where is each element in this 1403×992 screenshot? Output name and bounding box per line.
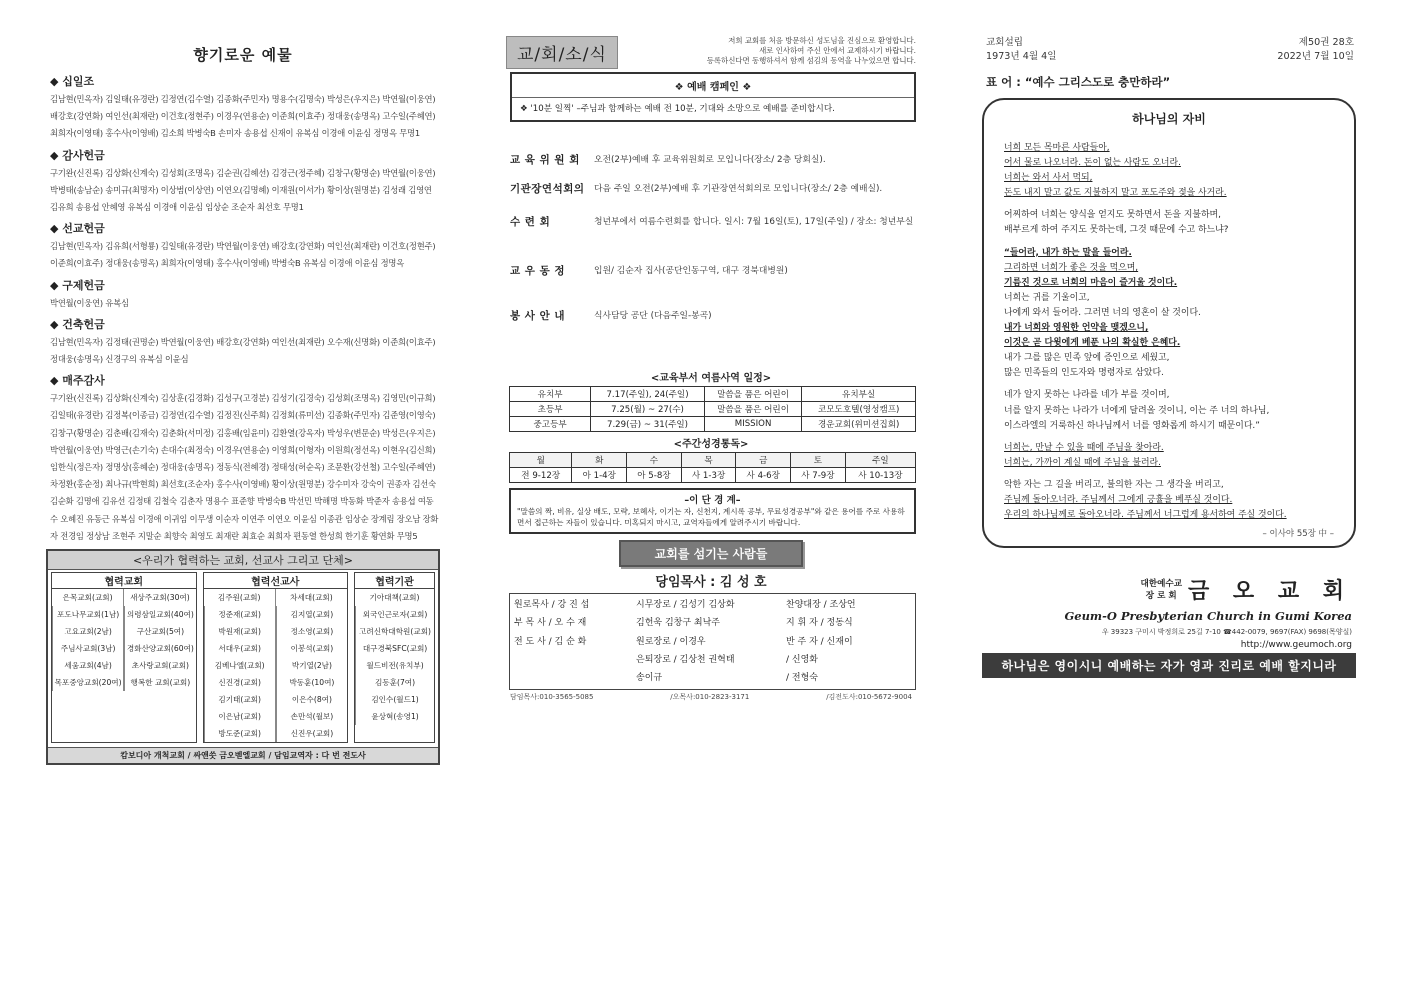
scripture-line: 나에게 와서 들어라. 그러면 너의 영혼이 살 것이다.	[1004, 307, 1201, 318]
offerings-column	[46, 36, 440, 765]
caution-title: –이 단 경 계–	[684, 495, 741, 506]
schedule-cell: 코모도호텔(영성캠프)	[802, 402, 916, 417]
staff-list	[509, 593, 916, 690]
partner-column	[52, 589, 123, 691]
partner-item: 경화산양교회(60여)	[124, 640, 195, 657]
partner-item: 월드비전(유치부)	[355, 657, 434, 674]
partner-item: 정준재(교회)	[204, 606, 275, 623]
partner-item: 목포중앙교회(20여)	[52, 674, 123, 691]
bible-readings-row	[510, 468, 916, 483]
scripture-line: 너희는, 만날 수 있을 때에 주님을 찾아라.	[1004, 442, 1164, 453]
staff-entry: 찬양대장 / 조상언	[786, 600, 856, 610]
partner-group	[203, 572, 349, 743]
partner-item: 윤상혁(송영1)	[355, 708, 434, 725]
schedule-cell: 말씀을 품은 어린이	[704, 402, 801, 417]
partner-item: 차세대(교회)	[290, 593, 333, 603]
worship-campaign-box	[510, 72, 916, 122]
summer-schedule-title: <교육부서 여름사역 일정>	[650, 373, 772, 384]
church-name: 금 오 교 회	[1188, 579, 1352, 604]
partner-item: 의령삼일교회(40여)	[124, 606, 195, 623]
scripture-line: 돈도 내지 말고 값도 지불하지 말고 포도주와 젖을 사거라.	[1004, 188, 1227, 199]
bible-day: 금	[736, 453, 791, 468]
scripture-line: 너희는, 가까이 계실 때에 주님을 불러라.	[1004, 457, 1161, 468]
staff-entry: 시무장로 / 김성기 김상화	[636, 600, 735, 610]
partner-item: 기아대책(교회)	[369, 593, 420, 603]
scripture-line: 기름진 것으로 너희의 마음이 즐거울 것이다.	[1004, 277, 1178, 288]
scripture-line: 내가 그를 많은 민족 앞에 증인으로 세웠고,	[1004, 353, 1170, 364]
bible-day: 수	[627, 453, 682, 468]
greeting-line: 저희 교회를 처음 방문하신 성도님을 진심으로 환영합니다.	[728, 36, 916, 45]
denomination-line: 장 로 회	[1145, 590, 1177, 601]
news-tag: 교/회/소/식	[506, 36, 618, 69]
scripture-box	[982, 98, 1356, 548]
partners-box	[46, 549, 440, 765]
scripture-line: 이스라엘의 거룩하신 하나님께서 너를 영화롭게 하시기 때문이다.”	[1004, 420, 1260, 431]
staff-entry: / 신영화	[786, 654, 818, 665]
bible-days-row	[510, 453, 916, 468]
staff-row	[514, 651, 911, 669]
staff-entry: 부 목 사 / 오 수 재	[514, 618, 587, 629]
news-item-text: 청년부에서 여름수련회를 합니다. 일시: 7월 16일(토), 17일(주일) / 장소: 청년부실	[594, 217, 914, 227]
caution-text: "말씀의 짝, 비유, 실상 배도, 모략, 보혜사, 이기는 자, 신천지, 계시록 공부, 무료성경공부"와 같은 용어를 주로 사용하면서 접근하는 자들이 있습니다. 미혹되지 마시고, 교역자들에게 알려주시기 바랍니다.	[517, 507, 905, 527]
scripture-gap	[1004, 471, 1334, 478]
heresy-caution-box	[509, 488, 916, 534]
phone-senior-pastor: 담임목사:010-3565-5085	[510, 693, 594, 702]
schedule-cell: 7.17(주일), 24(주일)	[591, 387, 705, 402]
bible-day: 토	[791, 453, 846, 468]
scripture-line: 이것은 곧 다윗에게 베푼 나의 확실한 은혜다.	[1004, 338, 1181, 349]
offering-names: 김남현(민옥자) 김일태(유경란) 김정연(김수열) 김종화(주민자) 명용수(김명숙) 박성은(우지은) 박연월(이웅연) 배강호(강연화) 여인선(최재란) 이건호(정현주) 이경우(연용순) 이준희(이효주) 정대웅(송명옥) 고수일(주혜연) 최희자(이영태) 홍수사(이영배) 김소희 박병숙B 손미자 송용섭 신재이 유복심 이경애 이윤심 정명옥 무명1	[50, 94, 436, 139]
schedule-cell: 7.29(금) ~ 31(주일)	[591, 417, 705, 432]
denomination-line: 대한예수교	[1140, 578, 1182, 589]
church-motto: 표 어 : “예수 그리스도로 충만하라”	[986, 75, 1171, 89]
partner-item: 포도나무교회(1남)	[52, 606, 123, 623]
schedule-cell: 말씀을 품은 어린이	[704, 387, 801, 402]
scripture-line: 많은 민족들의 인도자와 명령자로 삼았다.	[1004, 368, 1164, 379]
partners-header: <우리가 협력하는 교회, 선교사 그리고 단체>	[48, 551, 438, 570]
partner-item: 서대우(교회)	[204, 640, 275, 657]
offering-heading: ◆ 십일조	[50, 75, 95, 88]
bible-reading: 아 5-8장	[627, 468, 682, 483]
partner-item: 방도준(교회)	[204, 725, 275, 742]
offering-names: 구기완(신진록) 김상화(신계숙) 김상훈(김경화) 김성구(고경분) 김성기(김경숙) 김성회(조명옥) 김영민(이규희) 김일태(유경란) 김정복(이종금) 김정연(김수열) 김정진(신주희) 김정회(류미선) 김종화(주민자) 김준영(이영숙) 김창구(황명순) 김춘배(김재숙) 김춘화(서미정) 김홍배(임윤미) 김환열(강옥자) 박성우(변문순) 박성은(우지은) 박연월(이웅연) 박영근(손기숙) 손대수(최정숙) 이경우(연용순) 이영희(이형자) 이원희(정선옥) 이현우(김신희) 임한식(정은자) 정명상(홍혜순) 정대웅(송명옥) 정동식(전혜경) 정태성(허순옥) 조문환(강선철) 고수일(주혜연) 차정환(홍순정) 최나규(박현희) 최선호(조순자) 홍수사(이영배) 황이상(원명분) 강수미자 강숙이 권종자 김선숙 김순화 김명애 김유선 김정태 김철숙 김춘자 명용수 표준향 박병숙B 박선민 박해명 박동화 박준자 송용섭 여동수 오혜진 유동근 유복심 이경애 이귀임 이무생 이순자 이연주 이연오 이윤심 이종관 임상순 장계림 장오남 장화자 전경임 정상남 조현주 지말순 최향숙 최영도 최재란 최효순 최희자 편동열 한성희 한기훈 황연화 무명5	[50, 393, 439, 541]
bible-reading: 전 9-12장	[510, 468, 572, 483]
news-item-label: 교 우 동 정	[510, 265, 566, 277]
news-header	[506, 36, 916, 70]
scripture-gap	[1004, 381, 1334, 388]
staff-entry	[514, 669, 636, 687]
schedule-cell: 유치부	[510, 387, 591, 402]
scripture-line: 악한 자는 그 길을 버리고, 불의한 자는 그 생각을 버리고,	[1004, 479, 1224, 490]
scripture-line: 그리하면 너희가 좋은 것을 먹으며,	[1004, 262, 1139, 273]
scripture-gap	[1004, 239, 1334, 246]
scripture-line: 너를 알지 못하는 나라가 너에게 달려올 것이니, 이는 주 너의 하나님,	[1004, 405, 1270, 416]
news-item-text: 오전(2부)예배 후 교육위원회로 모입니다(장소/ 2층 당회실).	[594, 155, 826, 165]
scripture-line: 내가 너희와 영원한 언약을 맺겠으니,	[1004, 323, 1149, 334]
bible-day: 주일	[845, 453, 915, 468]
news-item	[510, 152, 916, 167]
schedule-cell: 초등부	[510, 402, 591, 417]
church-name-row	[982, 574, 1352, 605]
scripture-line: 네가 알지 못하는 나라를 네가 부를 것이며,	[1004, 390, 1170, 401]
denomination	[1140, 578, 1182, 602]
news-item	[510, 308, 916, 323]
offering-names: 구기완(신진록) 김상화(신계숙) 김성회(조명옥) 김순권(김혜선) 김경근(정주혜) 김창구(황명순) 박연월(이웅연) 박병태(송남순) 송미규(최명자) 이상범(이상연) 이연오(김명혜) 이재원(이서가) 황이상(원명분) 김성래 김영연 김유희 송용섭 안혜영 유복심 이경애 이윤심 임상순 조순자 최선호 무명1	[50, 167, 436, 213]
staff-row	[514, 614, 911, 632]
offering-heading: ◆ 구제헌금	[50, 278, 105, 292]
partner-item: 김베나엘(교회)	[204, 657, 275, 674]
church-english-name: Geum-O Presbyterian Church in Gumi Korea	[1064, 609, 1352, 623]
greeting-line: 등록하신다면 동행하셔서 함께 섬김의 동역을 나누었으면 합니다.	[706, 56, 916, 65]
bible-reading-title: <주간성경통독>	[673, 439, 749, 450]
offering-heading: ◆ 선교헌금	[50, 222, 105, 236]
offering-names: 박연월(이웅연) 유복심	[50, 297, 129, 308]
news-item-label: 봉 사 안 내	[510, 310, 566, 322]
church-website-link[interactable]: http://www.geumoch.org	[1240, 640, 1352, 650]
scripture-line: 어찌하여 너희는 양식을 얻지도 못하면서 돈을 지불하며,	[1004, 210, 1221, 221]
partner-item: 새상주교회(30여)	[130, 593, 190, 603]
publication-row-1	[986, 36, 1354, 50]
founded-label: 교회설립	[986, 37, 1024, 48]
scripture-line: 주님께 돌아오너라. 주님께서 그에게 긍휼을 베푸실 것이다.	[1004, 494, 1233, 505]
schedule-row	[510, 387, 916, 402]
news-item-text: 식사담당 공단 (다음주일-봉곡)	[594, 311, 712, 321]
staff-entry: 지 휘 자 / 정동식	[786, 618, 853, 629]
offerings-title: 향기로운 예물	[193, 46, 293, 64]
schedule-cell: 중고등부	[510, 417, 591, 432]
partner-item: 신진우(교회)	[276, 725, 347, 742]
schedule-cell: 경운교회(위미션집회)	[802, 417, 916, 432]
partner-item: 박동훈(10여)	[276, 674, 347, 691]
news-item-text: 입원/ 김순자 집사(공단인동구역, 대구 경북대병원)	[594, 266, 788, 276]
partner-item: 박원재(교회)	[204, 623, 275, 640]
staff-entry: 송이규	[636, 673, 663, 684]
staff-row	[514, 596, 911, 614]
scripture-line: “들어라, 내가 하는 말을 들어라.	[1004, 247, 1132, 258]
partner-item: 세움교회(4남)	[52, 657, 123, 674]
partner-group	[51, 572, 197, 743]
news-column	[506, 36, 916, 704]
partner-item: 초사랑교회(교회)	[124, 657, 195, 674]
offering-heading: ◆ 감사헌금	[50, 148, 105, 162]
senior-pastor: 당임목사 : 김 성 호	[655, 575, 767, 590]
news-item	[510, 181, 916, 196]
scripture-line: 배부르게 하여 주지도 못하는데, 그것 때문에 수고 하느냐?	[1004, 225, 1229, 236]
partner-group-body	[52, 589, 196, 691]
schedule-row	[510, 402, 916, 417]
partner-item: 박기열(2남)	[276, 657, 347, 674]
staff-entry: 은퇴장로 / 김상천 권혁태	[636, 654, 735, 665]
scripture-title: 하나님의 자비	[1132, 112, 1206, 126]
scripture-bottom-bar: 하나님은 영이시니 예배하는 자가 영과 진리로 예배 할지니라	[982, 653, 1356, 678]
news-list	[506, 152, 916, 323]
partner-column	[355, 589, 434, 725]
partner-item: 고려신학대학원(교회)	[355, 623, 434, 640]
offering-names: 김남현(민옥자) 김유희(서형룡) 김일태(유경란) 박연월(이웅연) 배강호(강연화) 여인선(최재란) 이건호(정현주) 이준희(이효주) 정대웅(송명옥) 최희자(이영태) 홍수사(이영배) 박병숙B 유복심 이경애 이윤심 정명옥	[50, 241, 436, 269]
bulletin-date: 2022년 7월 10일	[1277, 51, 1354, 62]
partner-item: 대구경북SFC(교회)	[355, 640, 434, 657]
partners-grid	[48, 570, 438, 743]
staff-entry: 김헌욱 김창구 최낙주	[636, 618, 720, 629]
bible-day: 목	[681, 453, 736, 468]
schedule-cell: 7.25(월) ~ 27(수)	[591, 402, 705, 417]
staff-entry	[514, 651, 636, 669]
campaign-text: ❖ '10분 일찍' –주님과 함께하는 예배 전 10분, 기대와 소망으로 예배를 준비합시다.	[520, 104, 835, 114]
church-identity	[982, 574, 1356, 650]
partner-item: 주님사교회(3남)	[52, 640, 123, 657]
bible-reading-table	[509, 452, 916, 483]
partner-group-title: 협력선교사	[204, 573, 348, 589]
offering-heading: ◆ 건축헌금	[50, 317, 105, 331]
offering-heading: ◆ 매주감사	[50, 374, 105, 388]
volume-number: 제50권 28호	[1298, 37, 1354, 48]
bible-reading: 아 1-4장	[572, 468, 627, 483]
partner-item: 김동훈(7여)	[355, 674, 434, 691]
staff-entry: 전 도 사 / 김 순 화	[514, 636, 587, 647]
staff-entry: 원로목사 / 강 진 섭	[514, 600, 590, 610]
partner-item: 손만석(월보)	[276, 708, 347, 725]
publication-row-2	[986, 50, 1354, 64]
staff-entry: 원로장로 / 이경우	[636, 636, 706, 647]
cover-column	[982, 36, 1356, 678]
staff-row	[514, 633, 911, 651]
partners-footer: 캄보디아 개척교회 / 싸앤씃 금오벧엘교회 / 담임교역자 : 다 번 전도사	[48, 747, 438, 763]
offering-names: 김남현(민옥자) 김정태(권명순) 박연월(이웅연) 배강호(강연화) 여인선(최재란) 오수재(신명화) 이준희(이효주) 정대웅(송명옥) 신경구의 유복심 이윤심	[50, 336, 436, 365]
news-item	[510, 214, 916, 229]
partner-item: 김기태(교회)	[204, 691, 275, 708]
schedule-cell: 유치부실	[802, 387, 916, 402]
bible-reading: 사 10-13장	[845, 468, 915, 483]
phone-associate-pastor: /오목사:010-2823-3171	[670, 693, 750, 702]
partner-group-body	[355, 589, 434, 725]
news-item-label: 교 육 위 원 회	[510, 154, 580, 166]
partner-item: 이봉석(교회)	[276, 640, 347, 657]
scripture-line: 너희는 와서 사서 먹되,	[1004, 173, 1093, 184]
church-address: 우 39323 구미시 박정희로 25길 7-10 ☎442-0079, 9697(FAX) 9698(목양실)	[1101, 628, 1352, 636]
partner-column	[123, 589, 195, 691]
staff-banner: 교회를 섬기는 사람들	[619, 540, 803, 567]
phone-evangelist: /김전도사:010-5672-9004	[826, 693, 912, 702]
partner-item: 김주원(교회)	[217, 593, 261, 603]
staff-entry: 반 주 자 / 신재이	[786, 636, 853, 647]
partner-item: 행복한 교회(교회)	[124, 674, 195, 691]
partner-item: 정소영(교회)	[276, 623, 347, 640]
staff-row	[514, 669, 911, 687]
partner-item: 구산교회(5여)	[124, 623, 195, 640]
schedule-cell: MISSION	[704, 417, 801, 432]
summer-schedule-table	[509, 386, 916, 432]
welcome-greeting	[630, 36, 916, 66]
scripture-reference: – 이사야 55장 中 –	[1262, 529, 1334, 540]
staff-entry: / 전형숙	[786, 673, 818, 684]
scripture-line: 너희 모든 목마른 사람들아,	[1004, 143, 1110, 153]
founded-date: 1973년 4월 4일	[986, 51, 1057, 62]
scripture-line: 어서 물로 나오너라. 돈이 없는 사람도 오너라.	[1004, 158, 1181, 169]
bible-reading: 사 4-6장	[736, 468, 791, 483]
bible-day: 화	[572, 453, 627, 468]
news-item-label: 수 련 회	[510, 216, 551, 228]
partner-item: 김인수(월드1)	[355, 691, 434, 708]
partner-group-title: 협력교회	[52, 573, 196, 589]
scripture-line: 너희는 귀를 기울이고,	[1004, 292, 1090, 303]
schedule-row	[510, 417, 916, 432]
campaign-title: ❖ 예배 캠페인 ❖	[512, 74, 914, 98]
partner-item: 이은남(교회)	[204, 708, 275, 725]
partner-item: 외국인근로자(교회)	[355, 606, 434, 623]
partner-item: 김지열(교회)	[276, 606, 347, 623]
partner-item: 은목교회(교회)	[62, 593, 113, 603]
partner-group-body	[204, 589, 348, 742]
bible-reading: 사 1-3장	[681, 468, 736, 483]
partner-group	[354, 572, 435, 743]
partner-item: 신진경(교회)	[204, 674, 275, 691]
scripture-line: 우리의 하나님께로 돌아오너라. 주님께서 너그럽게 용서하여 주실 것이다.	[1004, 510, 1287, 521]
partner-column	[275, 589, 347, 742]
phone-numbers	[510, 692, 912, 702]
greeting-line: 새로 인사하여 주신 안에서 교제하시기 바랍니다.	[759, 46, 916, 55]
bible-day: 월	[510, 453, 572, 468]
news-item-label: 기관장연석회의	[510, 183, 585, 195]
partner-group-title: 협력기관	[355, 573, 434, 589]
scripture-gap	[1004, 434, 1334, 441]
offerings-list	[46, 73, 440, 545]
scripture-text	[1004, 141, 1334, 523]
scripture-gap	[1004, 201, 1334, 208]
bible-reading: 사 7-9장	[791, 468, 846, 483]
news-item-text: 다음 주일 오전(2부)예배 후 기관장연석회의로 모입니다(장소/ 2층 예배실).	[594, 184, 883, 194]
partner-item: 이은수(8여)	[276, 691, 347, 708]
partner-item: 고요교회(2남)	[52, 623, 123, 640]
partner-column	[204, 589, 275, 742]
news-item	[510, 263, 916, 278]
